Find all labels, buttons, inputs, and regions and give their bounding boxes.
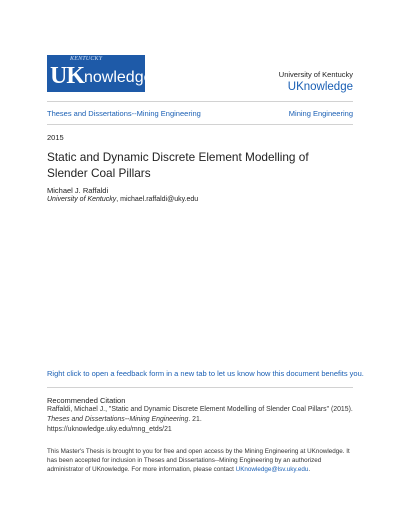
citation-url[interactable]: https://uknowledge.uky.edu/mng_etds/21 xyxy=(47,426,172,433)
recommended-citation xyxy=(47,405,357,435)
logo-kentucky-text: KENTUCKY xyxy=(70,56,103,62)
uknowledge-logo[interactable] xyxy=(47,55,153,92)
divider-citation xyxy=(47,387,353,388)
divider-top xyxy=(47,101,353,102)
series-link-theses[interactable]: Theses and Dissertations--Mining Engineering xyxy=(47,109,201,118)
series-link-department[interactable]: Mining Engineering xyxy=(288,109,353,118)
notice-end: . xyxy=(308,466,311,473)
university-name: University of Kentucky xyxy=(278,70,353,79)
affiliation-institution: University of Kentucky xyxy=(47,196,117,203)
recommended-citation-heading: Recommended Citation xyxy=(47,396,126,405)
citation-line: Raffaldi, Michael J., "Static and Dynamic Discrete Element Modelling of Slender Coal Pillars" (2015). xyxy=(47,406,353,413)
logo-knowledge-text: nowledge xyxy=(84,69,153,86)
open-access-notice xyxy=(47,447,357,474)
citation-series: Theses and Dissertations--Mining Engineering xyxy=(47,416,189,423)
logo-uk-text: UK xyxy=(50,63,84,89)
feedback-link[interactable]: Right click to open a feedback form in a new tab to let us know how this document benefits you. xyxy=(47,369,364,378)
document-title: Static and Dynamic Discrete Element Modelling of Slender Coal Pillars xyxy=(47,150,309,180)
affiliation-email: , michael.raffaldi@uky.edu xyxy=(116,196,199,203)
contact-email-link[interactable]: UKnowledge@lsv.uky.edu xyxy=(235,466,309,473)
uknowledge-link[interactable]: UKnowledge xyxy=(287,81,353,93)
author-name: Michael J. Raffaldi xyxy=(47,186,109,195)
author-affiliation xyxy=(47,196,198,203)
divider-series xyxy=(47,124,353,125)
publication-year: 2015 xyxy=(47,133,64,142)
citation-number: . 21. xyxy=(188,416,202,423)
notice-text: This Master's Thesis is brought to you for free and open access by the Mining Engineering at UKnowledge. It has been accepted for inclusion in Theses and Dissertations--Mining Engineering by an authorized administrator of UKnowledge. For more information, please contact xyxy=(47,448,350,473)
